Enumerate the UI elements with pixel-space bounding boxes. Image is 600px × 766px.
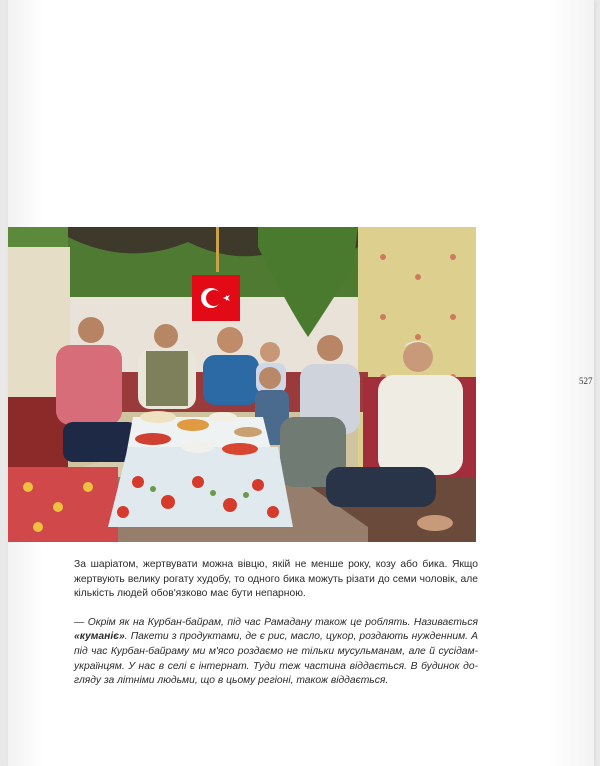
paragraph-quote	[74, 616, 478, 689]
page-number: 527	[579, 376, 593, 386]
flag	[192, 275, 240, 321]
paragraph-sharia: За шаріатом, жертвувати можна вівцю, якій не менше року, козу або бика. Якщо жертвують велику рогату худобу, то одного бика можуть різати до семи чоловік, але кількість людей обов'язково має бути непарною.	[74, 559, 478, 600]
body-text	[74, 558, 478, 689]
book-page	[8, 0, 594, 766]
table	[108, 411, 293, 527]
family-meal-photo	[8, 227, 476, 542]
quote-text-start: — Окрім як на Курбан-байрам, під час Рамадану також це роблять. Називається	[74, 616, 478, 628]
quote-text-end: . Пакети з продуктами, де є рис, масло, цукор, роздають нужденним. А під час Курбан-байраму ми м'ясо роздаємо не тільки мусульманам, але й сусідам-українцям. У нас в селі є інтернат. Туди теж частина віддається. В будинок догляду за літніми людьми, що в цьому регіоні, також віддається.	[74, 631, 478, 687]
photo-illustration	[8, 227, 476, 542]
quote-term: «куманіє»	[74, 631, 125, 643]
